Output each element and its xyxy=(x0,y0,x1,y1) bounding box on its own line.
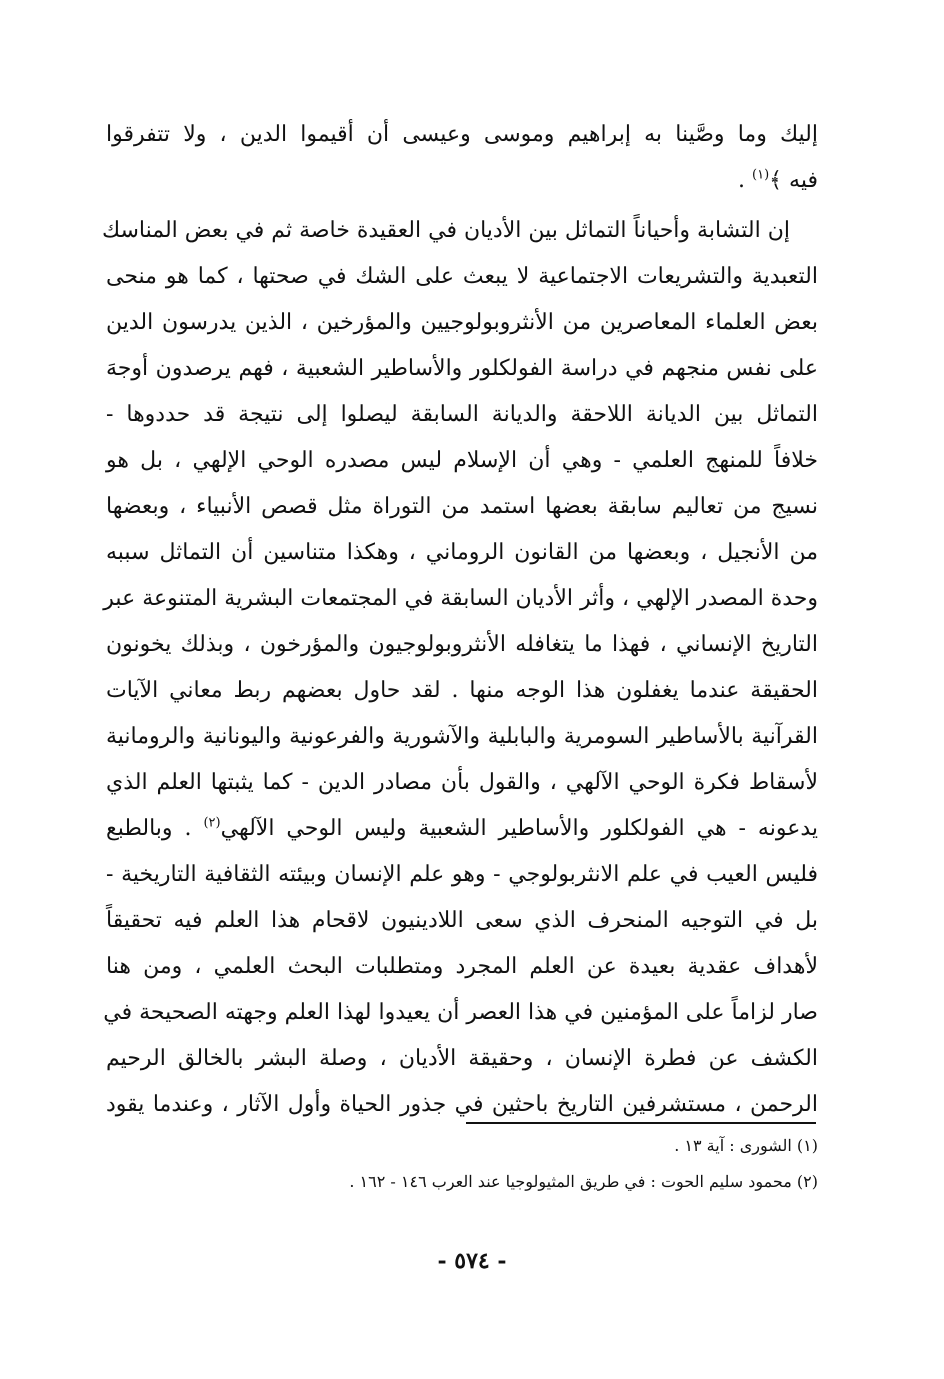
paragraph-line: وحدة المصدر الإلهي ، وأثر الأديان السابقة في المجتمعات البشرية المتنوعة عبر xyxy=(103,586,818,611)
paragraph-line: بل في التوجيه المنحرف الذي سعى اللادينيون لاقحام هذا العلم فيه تحقيقاً xyxy=(106,908,818,933)
paragraph-line: التاريخ الإنساني ، فهذا ما يتغافله الأنثروبولوجيون والمؤرخون ، وبذلك يخونون xyxy=(106,632,818,657)
paragraph-line: الحقيقة عندما يغفلون هذا الوجه منها . لقد حاول بعضهم ربط معاني الآيات xyxy=(106,678,818,703)
paragraph-line: الرحمن ، مستشرفين التاريخ باحثين في جذور الحياة وأول الآثار ، وعندما يقود xyxy=(106,1092,818,1117)
page-number: - ٥٧٤ - xyxy=(437,1248,507,1274)
quote-terminator: . xyxy=(738,168,753,193)
paragraph-line: من الأنجيل ، وبعضها من القانون الروماني ، وهكذا متناسين أن التماثل سببه xyxy=(106,540,818,565)
body-paragraph xyxy=(101,208,819,1128)
footnote-2: (٢) محمود سليم الحوت : في طريق المثيولوجيا عند العرب ١٤٦ - ١٦٢ . xyxy=(349,1172,818,1191)
paragraph-line: صار لزاماً على المؤمنين في هذا العصر أن يعيدوا لهذا العلم وجهته الصحيحة في xyxy=(103,1000,818,1025)
paragraph-line: التماثل بين الديانة اللاحقة والديانة السابقة ليصلوا إلى نتيجة قد حددوها - xyxy=(106,402,818,427)
paragraph-line: على نفس منجهم في دراسة الفولكلور والأساطير الشعبية ، فهم يرصدون أوجهَ xyxy=(106,356,819,381)
paragraph-line: إن التشابة وأحياناً التماثل بين الأديان في العقيدة خاصة ثم في بعض المناسك xyxy=(101,218,790,243)
footnote-ref-2[interactable]: (٢) xyxy=(203,815,221,831)
footnote-divider xyxy=(466,1122,816,1124)
paragraph-line: التعبدية والتشريعات الاجتماعية لا يبعث على الشك في صحتها ، كما هو منحى xyxy=(106,264,818,289)
quote-line: إليك وما وصَّينا به إبراهيم وموسى وعيسى أن أقيموا الدين ، ولا تتفرقوا xyxy=(106,122,818,147)
quote-line-end xyxy=(106,158,818,204)
quote-text: فيه ﴾ xyxy=(769,168,818,193)
paragraph-text: يدعونه - هي الفولكلور والأساطير الشعبية وليس الوحي الآلهي xyxy=(220,816,818,841)
paragraph-line: لأسقاط فكرة الوحي الآلهي ، والقول بأن مصادر الدين - كما يثبتها العلم الذي xyxy=(106,770,818,795)
paragraph-line: نسيج من تعاليم سابقة بعضها استمد من التوراة مثل قصص الأنبياء ، وبعضها xyxy=(106,494,818,519)
footnote-1: (١) الشورى : آية ١٣ . xyxy=(674,1136,818,1155)
paragraph-line xyxy=(106,806,818,852)
paragraph-line: فليس العيب في علم الانثربولوجي - وهو علم الإنسان وبيئته الثقافية التاريخية - xyxy=(106,862,818,887)
paragraph-line: خلافاً للمنهج العلمي - وهي أن الإسلام ليس مصدره الوحي الإلهي ، بل هو xyxy=(106,448,818,473)
paragraph-line: الكشف عن فطرة الإنسان ، وحقيقة الأديان ، وصلة البشر بالخالق الرحيم xyxy=(106,1046,818,1071)
paragraph-line: القرآنية بالأساطير السومرية والبابلية والآشورية والفرعونية واليونانية والرومانية xyxy=(106,724,818,749)
paragraph-line: لأهداف عقدية بعيدة عن العلم المجرد ومتطلبات البحث العلمي ، ومن هنا xyxy=(106,954,818,979)
footnotes xyxy=(106,1128,818,1200)
paragraph-line: بعض العلماء المعاصرين من الأنثروبولوجيين والمؤرخين ، الذين يدرسون الدين xyxy=(106,310,818,335)
paragraph-text: . وبالطبع xyxy=(106,816,204,841)
quranic-quote xyxy=(106,112,818,204)
footnote-ref-1[interactable]: (١) xyxy=(752,167,770,183)
